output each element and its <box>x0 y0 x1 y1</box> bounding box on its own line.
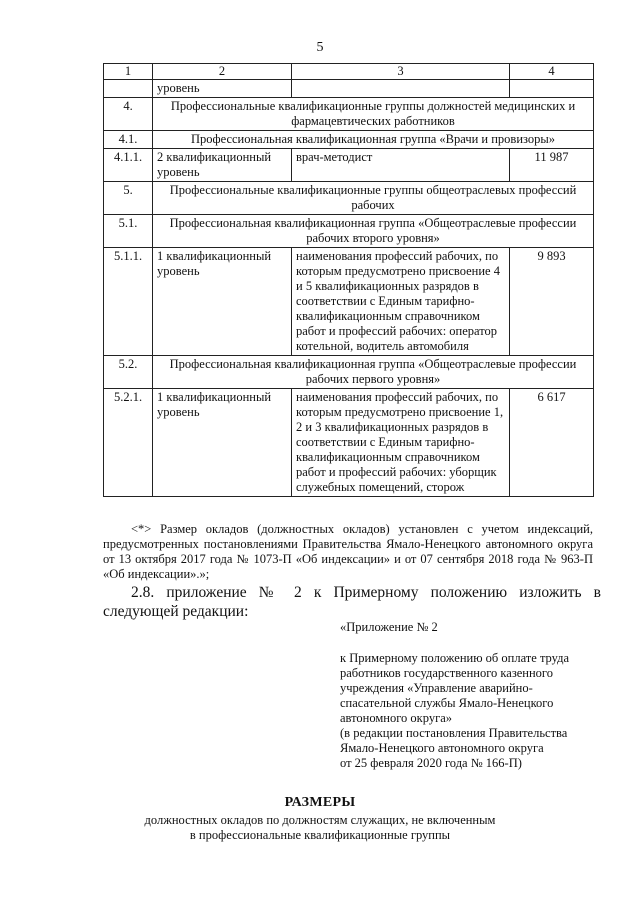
table-header-cell: 3 <box>292 64 510 80</box>
appendix-line: (в редакции постановления Правительства <box>340 726 568 740</box>
table-row <box>104 98 594 131</box>
cell-num: 5.1. <box>104 215 153 248</box>
cell-level: 2 квалификационный уровень <box>153 149 292 182</box>
cell-position <box>292 80 510 98</box>
cell-level: уровень <box>153 80 292 98</box>
table-header-cell: 1 <box>104 64 153 80</box>
cell-num: 5.1.1. <box>104 248 153 356</box>
cell-group-title: Профессиональные квалификационные группы должностей медицинских и фармацевтических работников <box>153 98 594 131</box>
table-row <box>104 182 594 215</box>
cell-salary: 9 893 <box>510 248 594 356</box>
appendix-line: работников государственного казенного <box>340 666 554 680</box>
table-header-cell: 2 <box>153 64 292 80</box>
table-header-cell: 4 <box>510 64 594 80</box>
table-row <box>104 356 594 389</box>
appendix-line: учреждения «Управление аварийно- <box>340 681 533 695</box>
cell-group-title: Профессиональная квалификационная группа «Общеотраслевые профессии рабочих второго уровня» <box>153 215 594 248</box>
table-row <box>104 389 594 497</box>
appendix-title: «Приложение № 2 <box>340 620 438 634</box>
cell-num: 5. <box>104 182 153 215</box>
cell-num <box>104 80 153 98</box>
cell-num: 4.1.1. <box>104 149 153 182</box>
heading-subtitle <box>0 813 640 843</box>
cell-group-title: Профессиональная квалификационная группа «Общеотраслевые профессии рабочих первого уровня» <box>153 356 594 389</box>
heading-razmery: РАЗМЕРЫ <box>284 795 356 810</box>
cell-group-title: Профессиональная квалификационная группа «Врачи и провизоры» <box>153 131 594 149</box>
cell-num: 5.2.1. <box>104 389 153 497</box>
appendix-line: к Примерному положению об оплате труда <box>340 651 570 665</box>
appendix-line: от 25 февраля 2020 года № 166-П) <box>340 756 522 770</box>
subtitle-line: должностных окладов по должностям служащих, не включенным <box>144 813 496 827</box>
appendix-line: Ямало-Ненецкого автономного округа <box>340 741 544 755</box>
table-row <box>104 149 594 182</box>
cell-group-title: Профессиональные квалификационные группы общеотраслевых профессий рабочих <box>153 182 594 215</box>
appendix-header <box>340 620 600 771</box>
cell-position: наименования профессий рабочих, по которым предусмотрено присвоение 4 и 5 квалификационных разрядов в соответствии с Единым тарифно-квалификационным справочником работ и профессий рабочих: оператор котельной, водитель автомобиля <box>292 248 510 356</box>
cell-level: 1 квалификационный уровень <box>153 389 292 497</box>
salary-table <box>103 63 594 497</box>
table-row <box>104 80 594 98</box>
appendix-line: спасательной службы Ямало-Ненецкого <box>340 696 554 710</box>
footnote <box>103 522 593 582</box>
appendix-line: автономного округа» <box>340 711 453 725</box>
cell-level: 1 квалификационный уровень <box>153 248 292 356</box>
section-2-8 <box>103 583 601 621</box>
cell-position: врач-методист <box>292 149 510 182</box>
footnote-text: <*> Размер окладов (должностных окладов) установлен с учетом индексаций, предусмотренных постановлениями Правительства Ямало-Ненецкого автономного округа от 13 октября 2017 года № 1073-П «Об индексации» и от 07 сентября 2018 года № 963-П «Об индексации».»; <box>103 522 593 581</box>
cell-position: наименования профессий рабочих, по которым предусмотрено присвоение 1, 2 и 3 квалификационных разрядов в соответствии с Единым тарифно-квалификационным справочником работ и профессий рабочих: уборщик служебных помещений, сторож <box>292 389 510 497</box>
cell-num: 4. <box>104 98 153 131</box>
table-row <box>104 215 594 248</box>
cell-num: 4.1. <box>104 131 153 149</box>
cell-salary: 11 987 <box>510 149 594 182</box>
subtitle-line: в профессиональные квалификационные группы <box>189 828 451 842</box>
section-2-8-text: 2.8. приложение № 2 к Примерному положению изложить в следующей редакции: <box>103 584 601 620</box>
cell-salary <box>510 80 594 98</box>
appendix-lines <box>340 651 600 771</box>
cell-num: 5.2. <box>104 356 153 389</box>
table-row <box>104 131 594 149</box>
page-number: 5 <box>316 40 324 55</box>
table-header-row <box>104 64 594 80</box>
cell-salary: 6 617 <box>510 389 594 497</box>
table-row <box>104 248 594 356</box>
